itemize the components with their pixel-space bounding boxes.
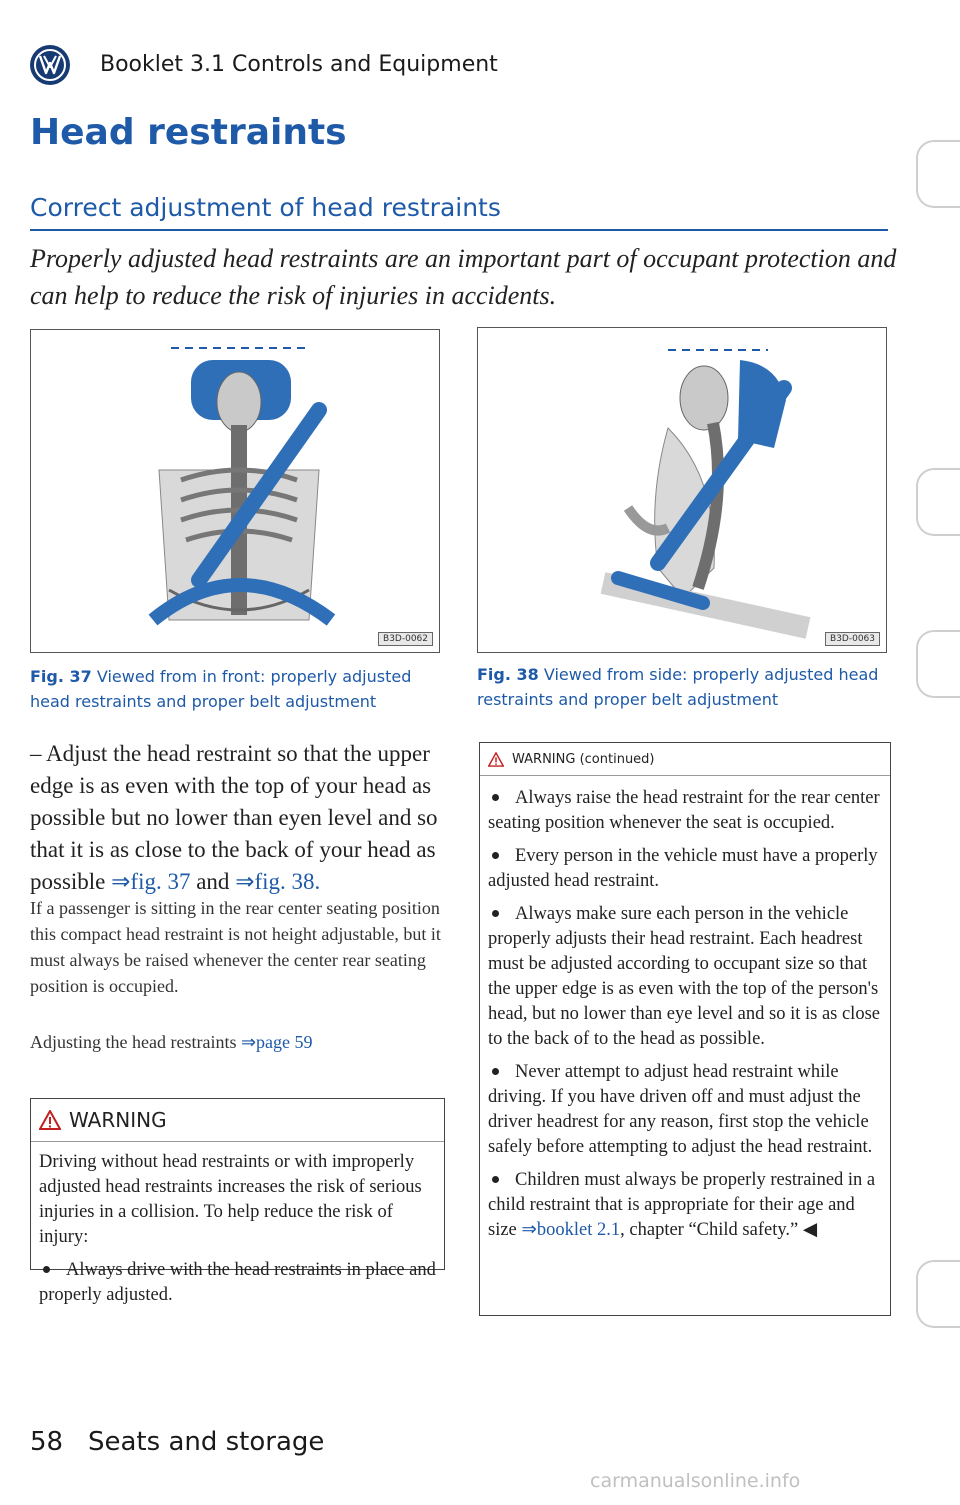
cross-reference (30, 1029, 442, 1055)
warning-continued-item (488, 844, 882, 894)
warning-continued-body (480, 776, 890, 1257)
bullet (492, 1068, 499, 1075)
warning-continued-label (512, 752, 655, 767)
warning-continued-header (480, 743, 890, 776)
fig-38-link[interactable]: ⇒fig. 38. (235, 869, 321, 894)
booklet-2-1-link[interactable]: ⇒booklet 2.1 (521, 1220, 621, 1240)
intro-paragraph: Properly adjusted head restraints are an important part of occupant protection and can help to reduce the risk of injuries in accidents. (30, 244, 897, 310)
vw-logo-icon (30, 45, 70, 85)
warning-continued-item-text: Every person in the vehicle must have a properly adjusted head restraint. (488, 846, 878, 891)
warning-continued-item (488, 1060, 882, 1160)
page-edge-tab (916, 1260, 960, 1328)
warning-continued-label-text: WARNING (512, 751, 576, 767)
front-view-illustration (31, 330, 439, 652)
bullet (492, 1176, 499, 1183)
rear-seat-note: If a passenger is sitting in the rear center seating position this compact head restraint is not height adjustable, but it must always be raised whenever the center rear seating position is occupied. (30, 898, 441, 996)
figure-37-caption (30, 664, 440, 714)
warning-continued-item (488, 786, 882, 836)
figure-38-number: Fig. 38 (477, 665, 539, 684)
warning-continued-item-text: Always make sure each person in the vehicle properly adjusts their head restraint. Each headrest must be adjusted according to occupant size so that the upper edge is as even with the top of the person's head, but no lower than eye level and so it is as close to the back of to the head as possible. (488, 904, 880, 1049)
booklet-section: Controls and Equipment (232, 52, 498, 77)
figure-front-view (30, 329, 440, 653)
bullet (492, 794, 499, 801)
page-edge-tab (916, 468, 960, 536)
warning-body (31, 1142, 444, 1322)
bullet (492, 852, 499, 859)
warning-item (39, 1258, 436, 1308)
figure-37-text: Viewed from in front: properly adjusted head restraints and proper belt adjustment (30, 667, 412, 711)
page-59-link[interactable]: ⇒page 59 (240, 1032, 313, 1052)
figure-side-view (477, 327, 887, 653)
warning-triangle-icon (39, 1110, 61, 1130)
booklet-heading (100, 52, 498, 77)
warning-triangle-icon (488, 752, 504, 767)
warning-continued-item (488, 1168, 882, 1243)
warning-header (31, 1099, 444, 1142)
fig-37-link[interactable]: ⇒fig. 37 (111, 869, 191, 894)
warning-continued-item (488, 902, 882, 1052)
warning-continued-item-text: Always raise the head restraint for the rear center seating position whenever the seat is occupied. (488, 788, 880, 833)
bullet (43, 1266, 50, 1273)
figure-code: B3D-0062 (378, 632, 433, 646)
section-subtitle: Correct adjustment of head restraints (30, 193, 501, 222)
warning-label: WARNING (69, 1108, 167, 1132)
warning-box (30, 1098, 445, 1305)
booklet-number: Booklet 3.1 (100, 52, 226, 77)
cross-ref-text: Adjusting the head restraints (30, 1032, 241, 1052)
footer-title: Seats and storage (88, 1427, 325, 1457)
instruction-text: – Adjust the head restraint so that the upper edge is as even with the top of your head as possible but no lower than eyen level and so that it is as close to the back of your head as possible (30, 741, 438, 894)
warning-continued-item-text: Children must always be properly restrained in a child restraint that is appropriate for their age and size (488, 1170, 876, 1240)
warning-continued-box (479, 742, 891, 1316)
side-view-illustration (478, 328, 886, 652)
warning-continued-tail: , chapter “Child safety.” ◀ (620, 1220, 818, 1240)
watermark: carmanualsonline.info (590, 1470, 801, 1492)
figure-37-number: Fig. 37 (30, 667, 92, 686)
warning-continued-item-text: Never attempt to adjust head restraint while driving. If you have driven off and must adjust the driver headrest for any reason, first stop the vehicle safely before attempting to adjust the head restraint. (488, 1062, 873, 1157)
warning-item-text: Always drive with the head restraints in place and properly adjusted. (39, 1260, 436, 1305)
bullet (492, 910, 499, 917)
figure-38-text: Viewed from side: properly adjusted head restraints and proper belt adjustment (477, 665, 879, 709)
page-number: 58 (30, 1427, 64, 1457)
warning-continued-suffix: (continued) (579, 751, 655, 767)
instruction-step (30, 738, 442, 898)
page-edge-tab (916, 140, 960, 208)
page-title: Head restraints (30, 112, 347, 153)
figure-38-caption (477, 662, 887, 712)
page-edge-tab (916, 630, 960, 698)
subtitle-rule (30, 229, 888, 231)
warning-intro: Driving without head restraints or with improperly adjusted head restraints increases the risk of serious injuries in a collision. To help reduce the risk of injury: (39, 1152, 422, 1247)
instruction-and: and (190, 869, 236, 894)
figure-code: B3D-0063 (825, 632, 880, 646)
